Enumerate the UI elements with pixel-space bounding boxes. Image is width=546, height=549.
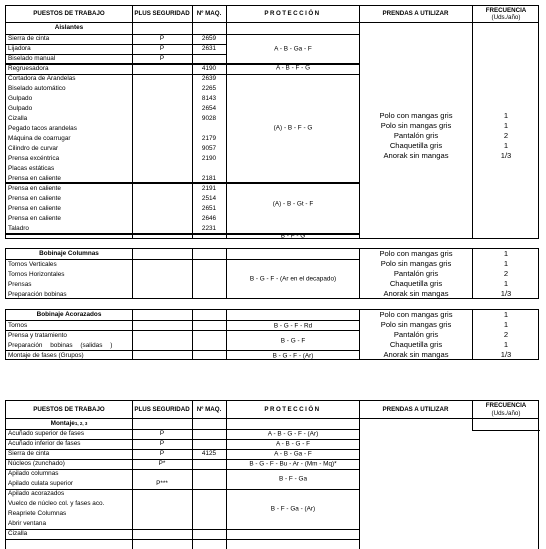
table-row bbox=[6, 111, 538, 124]
proteccion-cell: B - G - F - Bu - Ar - (Mm - Mq)* bbox=[249, 460, 337, 468]
table-row bbox=[6, 529, 538, 539]
puesto-name: Prensas bbox=[8, 280, 32, 288]
machine-number: 2646 bbox=[201, 214, 217, 222]
table-row bbox=[6, 84, 538, 94]
plus-seguridad bbox=[132, 124, 192, 134]
montaje-title: Montaje bbox=[50, 419, 75, 427]
puesto-name: Acuñado superior de fases bbox=[8, 429, 85, 437]
table-row bbox=[6, 164, 538, 174]
header-nmaq: Nº MAQ. bbox=[196, 405, 222, 413]
section-title-bobinaje-columnas: Bobinaje Columnas bbox=[39, 249, 99, 257]
aislantes-table bbox=[5, 5, 539, 239]
table-row bbox=[6, 449, 538, 459]
puesto-name: Tornos bbox=[8, 321, 28, 329]
plus-seguridad bbox=[132, 144, 192, 154]
plus-seguridad bbox=[132, 194, 192, 204]
frecuencia-value: 1 bbox=[503, 259, 509, 268]
machine-number bbox=[192, 479, 226, 489]
puesto-name: Tornos Verticales bbox=[8, 260, 57, 268]
frecuencia-value: 2 bbox=[503, 269, 509, 278]
machine-number bbox=[192, 509, 226, 519]
puesto-name: Pegado tacos arandelas bbox=[8, 124, 77, 132]
plus-seguridad bbox=[132, 94, 192, 104]
puesto-name: Cizalla bbox=[8, 114, 28, 122]
frecuencia-value: 2 bbox=[503, 131, 509, 140]
machine-number bbox=[192, 529, 226, 539]
puesto-name: Gulpado bbox=[8, 104, 33, 112]
prenda-item: Chaquetilla gris bbox=[389, 141, 443, 150]
puesto-name: Prensa en caliente bbox=[8, 194, 61, 202]
machine-number bbox=[192, 124, 226, 134]
header-plus: PLUS SEGURIDAD bbox=[134, 10, 190, 18]
plus-seguridad bbox=[132, 64, 192, 74]
table-row bbox=[6, 184, 538, 194]
plus-seguridad bbox=[132, 84, 192, 94]
machine-number: 9028 bbox=[201, 114, 217, 122]
header-prendas: PRENDAS A UTILIZAR bbox=[382, 10, 449, 18]
puesto-name: Cortadora de Arandelas bbox=[8, 74, 76, 82]
proteccion-cell: (A) - B - F - G bbox=[273, 124, 313, 132]
table-row bbox=[6, 151, 538, 164]
puesto-name: Apilado columnas bbox=[8, 469, 59, 477]
prenda-item: Polo con mangas gris bbox=[379, 111, 453, 120]
plus-seguridad bbox=[132, 164, 192, 174]
puesto-name: Lijadora bbox=[8, 44, 31, 52]
plus-seguridad: P bbox=[159, 429, 165, 437]
machine-number bbox=[192, 469, 226, 479]
proteccion-cell: B - F - G bbox=[280, 232, 306, 240]
plus-seguridad bbox=[132, 214, 192, 224]
header-plus: PLUS SEGURIDAD bbox=[134, 405, 190, 413]
table-row bbox=[6, 519, 538, 529]
plus-seguridad: P*** bbox=[156, 479, 168, 487]
prenda-item: Anorak sin mangas bbox=[383, 289, 449, 298]
section-title-montaje bbox=[6, 419, 132, 429]
header-frecuencia-label: FRECUENCIA bbox=[485, 402, 527, 410]
prenda-item: Pantalón gris bbox=[393, 269, 439, 278]
puesto-name: Núcleos (zunchado) bbox=[8, 459, 65, 467]
table-row bbox=[6, 64, 538, 74]
plus-seguridad bbox=[132, 489, 192, 499]
table-row bbox=[6, 34, 538, 44]
header-frecuencia bbox=[472, 6, 540, 22]
proteccion-cell: A - B - Ga - F bbox=[274, 450, 312, 458]
machine-number: 2265 bbox=[201, 84, 217, 92]
puesto-name: Vuelco de núcleo col. y fases aco. bbox=[8, 499, 105, 507]
plus-seguridad: P bbox=[159, 34, 165, 42]
table-header bbox=[6, 6, 538, 23]
plus-seguridad: P* bbox=[158, 459, 166, 467]
table-header bbox=[6, 401, 538, 419]
header-puestos: PUESTOS DE TRABAJO bbox=[33, 10, 105, 18]
puesto-name: Preparación bobinas bbox=[8, 290, 67, 298]
table-row bbox=[6, 94, 538, 104]
frecuencia-value: 1/3 bbox=[500, 350, 512, 359]
header-prendas: PRENDAS A UTILIZAR bbox=[382, 405, 449, 413]
machine-number bbox=[192, 439, 226, 449]
puesto-name: Acuñado inferior de fases bbox=[8, 439, 81, 447]
section-title: Aislantes bbox=[54, 24, 84, 32]
prenda-item: Polo sin mangas gris bbox=[380, 121, 452, 130]
machine-number: 9057 bbox=[201, 144, 217, 152]
plus-seguridad: P bbox=[159, 44, 165, 52]
frecuencia-value: 1 bbox=[503, 249, 509, 258]
prenda-item: Polo sin mangas gris bbox=[380, 320, 452, 329]
header-frecuencia bbox=[472, 401, 540, 418]
prenda-item: Polo con mangas gris bbox=[379, 310, 453, 319]
frecuencia-value: 1 bbox=[503, 340, 509, 349]
machine-number: 2179 bbox=[201, 134, 217, 142]
proteccion-cell: B - G - F - Rd bbox=[273, 322, 313, 330]
puesto-name: Máquina de coarrugar bbox=[8, 134, 71, 142]
puesto-name: Placas estáticas bbox=[8, 164, 55, 172]
table-row bbox=[6, 131, 538, 144]
puesto-name: Gulpado bbox=[8, 94, 33, 102]
proteccion-cell: B - F - Ga - (Ar) bbox=[270, 505, 316, 513]
plus-seguridad bbox=[132, 114, 192, 124]
puesto-name: Prensa en caliente bbox=[8, 174, 61, 182]
machine-number: 4190 bbox=[201, 64, 217, 72]
proteccion-cell: A - B - Ga - F bbox=[274, 45, 312, 53]
prenda-item: Polo con mangas gris bbox=[379, 249, 453, 258]
header-nmaq: Nº MAQ. bbox=[196, 10, 222, 18]
puesto-name: Sierra de cinta bbox=[8, 449, 50, 457]
proteccion-cell: (A) - B - Gt - F bbox=[272, 200, 314, 208]
header-proteccion: PROTECCIÓN bbox=[264, 405, 321, 413]
header-frecuencia-units: (Uds./año) bbox=[491, 14, 521, 21]
plus-seguridad bbox=[132, 499, 192, 509]
table-row bbox=[6, 74, 538, 84]
puesto-name: Apilado culata superior bbox=[8, 479, 74, 487]
table-row bbox=[6, 121, 538, 134]
montaje-table bbox=[5, 400, 539, 549]
machine-number: 2631 bbox=[201, 44, 217, 52]
machine-number bbox=[192, 429, 226, 439]
puesto-name: Prensa y tratamiento bbox=[8, 331, 67, 339]
plus-seguridad bbox=[132, 204, 192, 214]
machine-number: 2639 bbox=[201, 74, 217, 82]
puesto-name: Abrir ventana bbox=[8, 519, 47, 527]
plus-seguridad bbox=[132, 104, 192, 114]
machine-number: 2654 bbox=[201, 104, 217, 112]
bobinaje-acorazados-table bbox=[5, 309, 539, 360]
header-frecuencia-label: FRECUENCIA bbox=[485, 6, 527, 14]
prenda-item: Polo sin mangas gris bbox=[380, 259, 452, 268]
bobinaje-columnas-table bbox=[5, 248, 539, 299]
table-row bbox=[6, 469, 538, 479]
header-proteccion: PROTECCIÓN bbox=[264, 10, 321, 18]
plus-seguridad bbox=[132, 184, 192, 194]
table-row bbox=[6, 489, 538, 499]
prenda-item: Anorak sin mangas bbox=[383, 350, 449, 359]
proteccion-cell: A - B - G - F - (Ar) bbox=[267, 430, 319, 438]
puesto-name: Biselado manual bbox=[8, 54, 56, 62]
puesto-name: Cizalla bbox=[8, 529, 28, 537]
frecuencia-value: 1 bbox=[503, 121, 509, 130]
header-puestos: PUESTOS DE TRABAJO bbox=[33, 405, 105, 413]
machine-number: 2514 bbox=[201, 194, 217, 202]
machine-number: 2190 bbox=[201, 154, 217, 162]
machine-number: 2659 bbox=[201, 34, 217, 42]
table-row bbox=[6, 439, 538, 449]
puesto-name: Prensa en caliente bbox=[8, 214, 61, 222]
plus-seguridad bbox=[132, 134, 192, 144]
puesto-name: Prensa en caliente bbox=[8, 184, 61, 192]
puesto-name: Sierra de cinta bbox=[8, 34, 50, 42]
machine-number: 2651 bbox=[201, 204, 217, 212]
puesto-name: Biselado automático bbox=[8, 84, 66, 92]
plus-seguridad: P bbox=[159, 449, 165, 457]
puesto-name: Montaje de fases (Grupos) bbox=[8, 351, 84, 359]
machine-number bbox=[192, 459, 226, 469]
proteccion-cell: B - F - Ga bbox=[278, 475, 308, 483]
plus-seguridad bbox=[132, 529, 192, 539]
frecuencia-value: 1/3 bbox=[500, 151, 512, 160]
plus-seguridad bbox=[132, 519, 192, 529]
plus-seguridad bbox=[132, 154, 192, 164]
montaje-title-sup: 1, 2, 3 bbox=[74, 420, 88, 426]
machine-number bbox=[192, 519, 226, 529]
prenda-item: Anorak sin mangas bbox=[383, 151, 449, 160]
puesto-name: Prensa en caliente bbox=[8, 204, 61, 212]
plus-seguridad bbox=[132, 469, 192, 479]
table-row bbox=[6, 479, 538, 489]
frecuencia-value: 1/3 bbox=[500, 289, 512, 298]
plus-seguridad bbox=[132, 74, 192, 84]
puesto-name: Tornos Horizontales bbox=[8, 270, 65, 278]
puesto-name: Prensa excéntrica bbox=[8, 154, 60, 162]
frecuencia-value: 1 bbox=[503, 279, 509, 288]
prenda-item: Pantalón gris bbox=[393, 330, 439, 339]
machine-number bbox=[192, 499, 226, 509]
frecuencia-value: 1 bbox=[503, 310, 509, 319]
table-row bbox=[6, 104, 538, 114]
puesto-name: Preparación bobinas (salidas ) bbox=[8, 341, 113, 349]
puesto-name: Regruesadora bbox=[8, 64, 49, 72]
prenda-item: Chaquetilla gris bbox=[389, 279, 443, 288]
table-row bbox=[6, 141, 538, 154]
puesto-name: Apilado acorazados bbox=[8, 489, 65, 497]
section-title-aislantes bbox=[6, 23, 538, 34]
plus-seguridad: P bbox=[159, 54, 165, 62]
header-frecuencia-units: (Uds./año) bbox=[491, 409, 521, 417]
machine-number: 8143 bbox=[201, 94, 217, 102]
machine-number bbox=[192, 489, 226, 499]
frecuencia-value: 1 bbox=[503, 320, 509, 329]
machine-number: 4125 bbox=[201, 449, 217, 457]
frecuencia-value: 1 bbox=[503, 141, 509, 150]
puesto-name: Taladro bbox=[8, 224, 29, 232]
section-title-bobinaje-acorazados: Bobinaje Acorazados bbox=[36, 310, 102, 318]
plus-seguridad bbox=[132, 509, 192, 519]
frecuencia-value: 1 bbox=[503, 111, 509, 120]
proteccion-cell: B - G - F bbox=[280, 337, 306, 345]
plus-seguridad: P bbox=[159, 439, 165, 447]
prenda-item: Chaquetilla gris bbox=[389, 340, 443, 349]
machine-number bbox=[192, 164, 226, 174]
frecuencia-value: 2 bbox=[503, 330, 509, 339]
proteccion-cell: A - B - F - G bbox=[275, 64, 311, 72]
machine-number: 2191 bbox=[201, 184, 217, 192]
table-row bbox=[6, 44, 538, 54]
prenda-item: Pantalón gris bbox=[393, 131, 439, 140]
proteccion-cell: B - G - F - (Ar) bbox=[272, 352, 314, 360]
proteccion-cell: B - G - F - (Ar en el decapado) bbox=[249, 275, 337, 283]
proteccion-cell: A - B - G - F bbox=[275, 440, 311, 448]
puesto-name: Reapriete Columnas bbox=[8, 509, 67, 517]
machine-number: 2181 bbox=[201, 174, 217, 182]
puesto-name: Cilindro de curvar bbox=[8, 144, 59, 152]
table-row bbox=[6, 214, 538, 224]
machine-number: 2231 bbox=[201, 224, 217, 232]
